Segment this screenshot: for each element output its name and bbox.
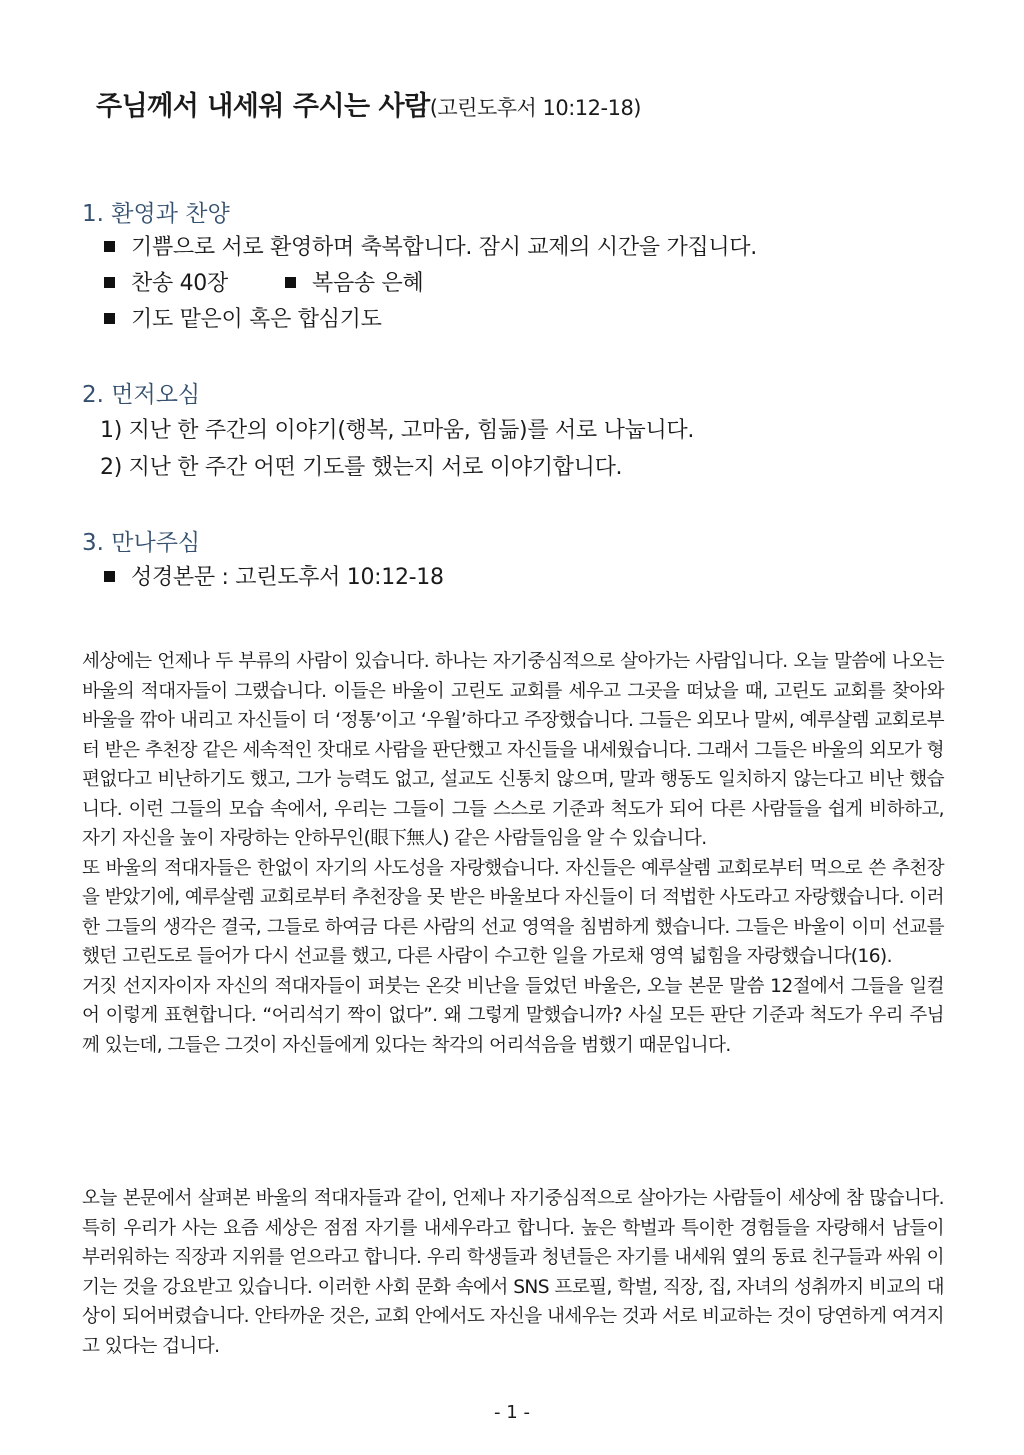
list-item: 기쁨으로 서로 환영하며 축복합니다. 잠시 교제의 시간을 가집니다. xyxy=(104,230,757,261)
list-item: 1) 지난 한 주간의 이야기(행복, 고마움, 힘듦)를 서로 나눕니다. xyxy=(100,418,695,443)
body-paragraph: 오늘 본문에서 살펴본 바울의 적대자들과 같이, 언제나 자기중심적으로 살아가는 사람들이 세상에 참 많습니다. 특히 우리가 사는 요즘 세상은 점점 자기를 내세우라고 합니다. 높은 학벌과 특이한 경험들을 자랑해서 남들이 부러워하는 직장과 지위를 얻으라고 합니다. 우리 학생들과 청년들은 자기를 내세워 옆의 동료 친구들과 싸워 이기는 것을 강요받고 있습니다. 이러한 사회 문화 속에서 SNS 프로필, 학벌, 직장, 집, 자녀의 성취까지 비교의 대상이 되어버렸습니다. 안타까운 것은, 교회 안에서도 자신을 내세우는 것과 서로 비교하는 것이 당연하게 여겨지고 있다는 겁니다. xyxy=(82,1188,944,1357)
page-number: - 1 - xyxy=(494,1402,530,1423)
square-bullet-icon xyxy=(285,277,296,288)
title-scripture-reference: (고린도후서 10:12-18) xyxy=(429,96,641,120)
list-item: 복음송 은혜 xyxy=(285,266,423,297)
body-paragraph: 세상에는 언제나 두 부류의 사람이 있습니다. 하나는 자기중심적으로 살아가는 사람입니다. 오늘 말씀에 나오는 바울의 적대자들이 그랬습니다. 이들은 바울이 고린도 교회를 세우고 그곳을 떠났을 때, 고린도 교회를 찾아와 바울을 깎아 내리고 자신들이 더 ‘정통’이고 ‘우월’하다고 주장했습니다. 그들은 외모나 말씨, 예루살렘 교회로부터 받은 추천장 같은 세속적인 잣대로 사람을 판단했고 자신들을 내세웠습니다. 그래서 그들은 바울의 외모가 형편없다고 비난하기도 했고, 그가 능력도 없고, 설교도 신통치 않으며, 말과 행동도 일치하지 않는다고 비난 했습니다. 이런 그들의 모습 속에서, 우리는 그들이 그들 스스로 기준과 척도가 되어 다른 사람들을 쉽게 비하하고, 자기 자신을 높이 자랑하는 안하무인(眼下無人) 같은 사람들임을 알 수 있습니다. xyxy=(82,651,944,849)
list-item: 찬송 40장 xyxy=(104,266,228,297)
square-bullet-icon xyxy=(104,571,115,582)
page-title xyxy=(96,84,956,123)
square-bullet-icon xyxy=(104,241,115,252)
list-item: 기도 맡은이 혹은 합심기도 xyxy=(104,302,382,333)
sermon-body-part-1 xyxy=(82,647,944,1060)
section-heading-coming-first: 2. 먼저오심 xyxy=(82,382,201,408)
body-paragraph: 또 바울의 적대자들은 한없이 자기의 사도성을 자랑했습니다. 자신들은 예루살렘 교회로부터 먹으로 쓴 추천장을 받았기에, 예루살렘 교회로부터 추천장을 못 받은 바울보다 자신들이 더 적법한 사도라고 자랑했습니다. 이러한 그들의 생각은 결국, 그들로 하여금 다른 사람의 선교 영역을 침범하게 했습니다. 그들은 바울이 이미 선교를 했던 고린도로 들어가 다시 선교를 했고, 다른 사람이 수고한 일을 가로채 영역 넓힘을 자랑했습니다(16). xyxy=(82,857,944,967)
section-heading-encounter: 3. 만나주심 xyxy=(82,530,201,556)
list-item: 2) 지난 한 주간 어떤 기도를 했는지 서로 이야기합니다. xyxy=(100,455,623,480)
body-paragraph: 거짓 선지자이자 자신의 적대자들이 퍼붓는 온갖 비난을 들었던 바울은, 오늘 본문 말씀 12절에서 그들을 일컬어 이렇게 표현합니다. “어리석기 짝이 없다”. 왜 그렇게 말했습니까? 사실 모든 판단 기준과 척도가 우리 주님께 있는데, 그들은 그것이 자신들에게 있다는 착각의 어리석음을 범했기 때문입니다. xyxy=(82,975,944,1056)
section-heading-welcome: 1. 환영과 찬양 xyxy=(82,201,230,227)
square-bullet-icon xyxy=(104,313,115,324)
sermon-body-part-2 xyxy=(82,1184,944,1361)
square-bullet-icon xyxy=(104,277,115,288)
list-item: 성경본문 : 고린도후서 10:12-18 xyxy=(104,560,444,591)
title-main: 주님께서 내세워 주시는 사람 xyxy=(96,91,430,122)
